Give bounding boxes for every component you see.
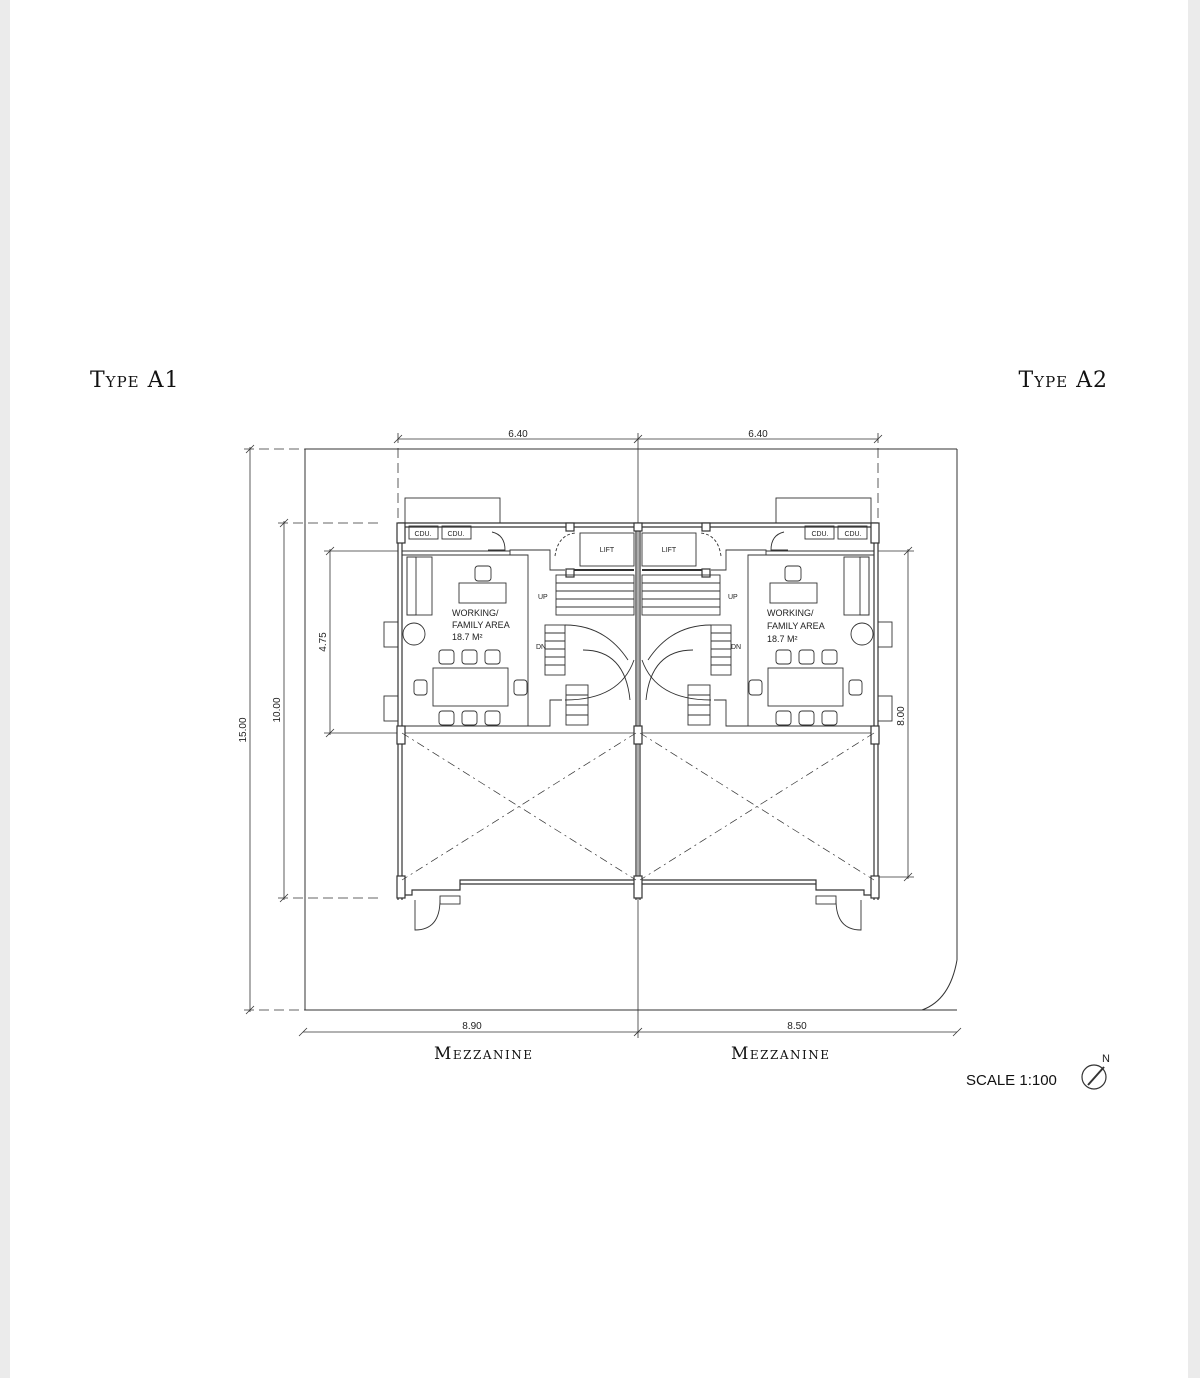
a2-stair-up: UP — [728, 594, 738, 601]
a2-stair-down: DN — [731, 644, 742, 651]
a1-lift-label: LIFT — [599, 547, 615, 554]
north-label: N — [1102, 1053, 1110, 1065]
a1-room-name: FAMILY AREA — [452, 620, 510, 630]
dim-top-left: 6.40 — [508, 429, 528, 440]
a2-cdu-label: CDU. — [844, 531, 862, 538]
a1-stair-up: UP — [538, 594, 548, 601]
dim-left-mid: 10.00 — [272, 697, 283, 723]
dim-bottom-left: 8.90 — [462, 1021, 482, 1032]
north-arrow-icon — [1082, 1065, 1106, 1089]
dim-left-outer: 15.00 — [238, 717, 249, 743]
a2-room-name: FAMILY AREA — [767, 621, 825, 631]
a1-cdu-label: CDU. — [414, 531, 432, 538]
unit-a2-interior — [642, 498, 892, 930]
scale-label: SCALE 1:100 — [966, 1072, 1057, 1089]
a1-room-area: 18.7 M² — [452, 632, 483, 642]
dimension-lines — [244, 433, 961, 1038]
dim-left-inner: 4.75 — [318, 632, 329, 652]
a2-room-area: 18.7 M² — [767, 634, 798, 644]
a1-stair-down: DN — [536, 644, 547, 651]
dim-top-right: 6.40 — [748, 429, 768, 440]
type-a1-title: Type A1 — [90, 368, 180, 393]
a2-room-name: WORKING/ — [767, 608, 814, 618]
type-a2-title: Type A2 — [1018, 368, 1108, 393]
floor-label-a2: Mezzanine — [731, 1044, 831, 1064]
dim-right-inner: 8.00 — [896, 706, 907, 726]
floor-label-a1: Mezzanine — [434, 1044, 534, 1064]
a2-cdu-label: CDU. — [811, 531, 829, 538]
dim-bottom-right: 8.50 — [787, 1021, 807, 1032]
a1-room-name: WORKING/ — [452, 608, 499, 618]
a1-cdu-label: CDU. — [447, 531, 465, 538]
unit-a1-interior — [384, 498, 634, 930]
a2-lift-label: LIFT — [661, 547, 677, 554]
